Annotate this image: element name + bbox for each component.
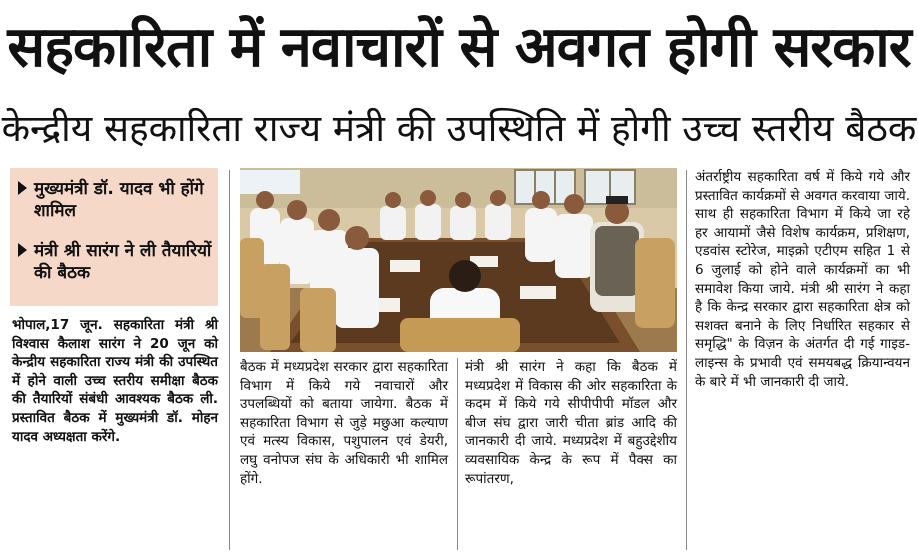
highlight-box xyxy=(10,168,218,306)
column-divider xyxy=(229,170,230,550)
headline: सहकारिता में नवाचारों से अवगत होगी सरकार xyxy=(7,15,911,80)
meeting-photo xyxy=(240,168,677,352)
article-column-2: बैठक में मध्यप्रदेश सरकार द्वारा सहकारिता विभाग में किये गये नवाचारों और उपलब्धियों को बताया जायेगा. बैठक में सहकारिता विभाग से जुड़े मछुआ कल्याण एवं मत्स्य विकास, पशुपालन एवं डेयरी, लघु वनोपज संघ के अधिकारी भी शामिल होंगे. xyxy=(240,359,448,487)
highlight-item xyxy=(18,240,214,284)
highlight-item xyxy=(18,178,214,222)
article-column-4: अंतर्राष्ट्रीय सहकारिता वर्ष में किये गये और प्रस्तावित कार्यक्रमों से अवगत करवाया जाये. साथ ही सहकारिता विभाग में किये जा रहे हर आयामों जैसे विशेष कार्यक्रम, प्रशिक्षण, एडवांस स्टोरेज, माइक्रो एटीएम सहित 1 से 6 जुलाई को होने वाले कार्यक्रमों का भी समावेश किया जाये. मंत्री श्री सारंग ने कहा है कि केन्द्र सरकार द्वारा सहकारिता क्षेत्र को सशक्त बनाने के लिए निर्धारित सहकार से समृद्धि" के विज़न के अंतर्गत दी गई गाइड-लाइन्स के प्रभावी एवं समयबद्ध क्रियान्वयन के बारे में भी जानकारी दी जाये. xyxy=(695,169,910,390)
column-divider xyxy=(457,358,458,550)
meeting-photo-illustration xyxy=(240,168,677,352)
column-divider xyxy=(686,170,687,550)
article-column-1: भोपाल,17 जून. सहकारिता मंत्री श्री विश्वास कैलाश सारंग ने 20 जून को केन्द्रीय सहकारिता राज्य मंत्री की उपस्थित में होने वाली उच्च स्तरीय समीक्षा बैठक की तैयारियों संबंधी आवश्यक बैठक ली. प्रस्तावित बैठक में मुख्यमंत्री डॉ. मोहन यादव अध्यक्षता करेंगे. xyxy=(12,317,218,445)
article-column-3: मंत्री श्री सारंग ने कहा कि बैठक में मध्यप्रदेश में विकास की ओर सहकारिता के कदम में किये गये सीपीपीपी मॉडल और बीज संघ द्वारा जारी चीता ब्रांड आदि की जानकारी दी जाये. मध्यप्रदेश में बहुउद्देशीय व्यवसायिक केन्द्र के रूप में पैक्स का रूपांतरण, xyxy=(465,359,677,487)
subheadline: केन्द्रीय सहकारिता राज्य मंत्री की उपस्थिति में होगी उच्च स्तरीय बैठक xyxy=(1,107,917,150)
triangle-bullet-icon xyxy=(18,243,27,257)
triangle-bullet-icon xyxy=(18,181,27,195)
highlight-text: मंत्री श्री सारंग ने ली तैयारियों की बैठक xyxy=(34,241,212,283)
highlight-text: मुख्यमंत्री डॉ. यादव भी होंगे शामिल xyxy=(34,179,204,221)
